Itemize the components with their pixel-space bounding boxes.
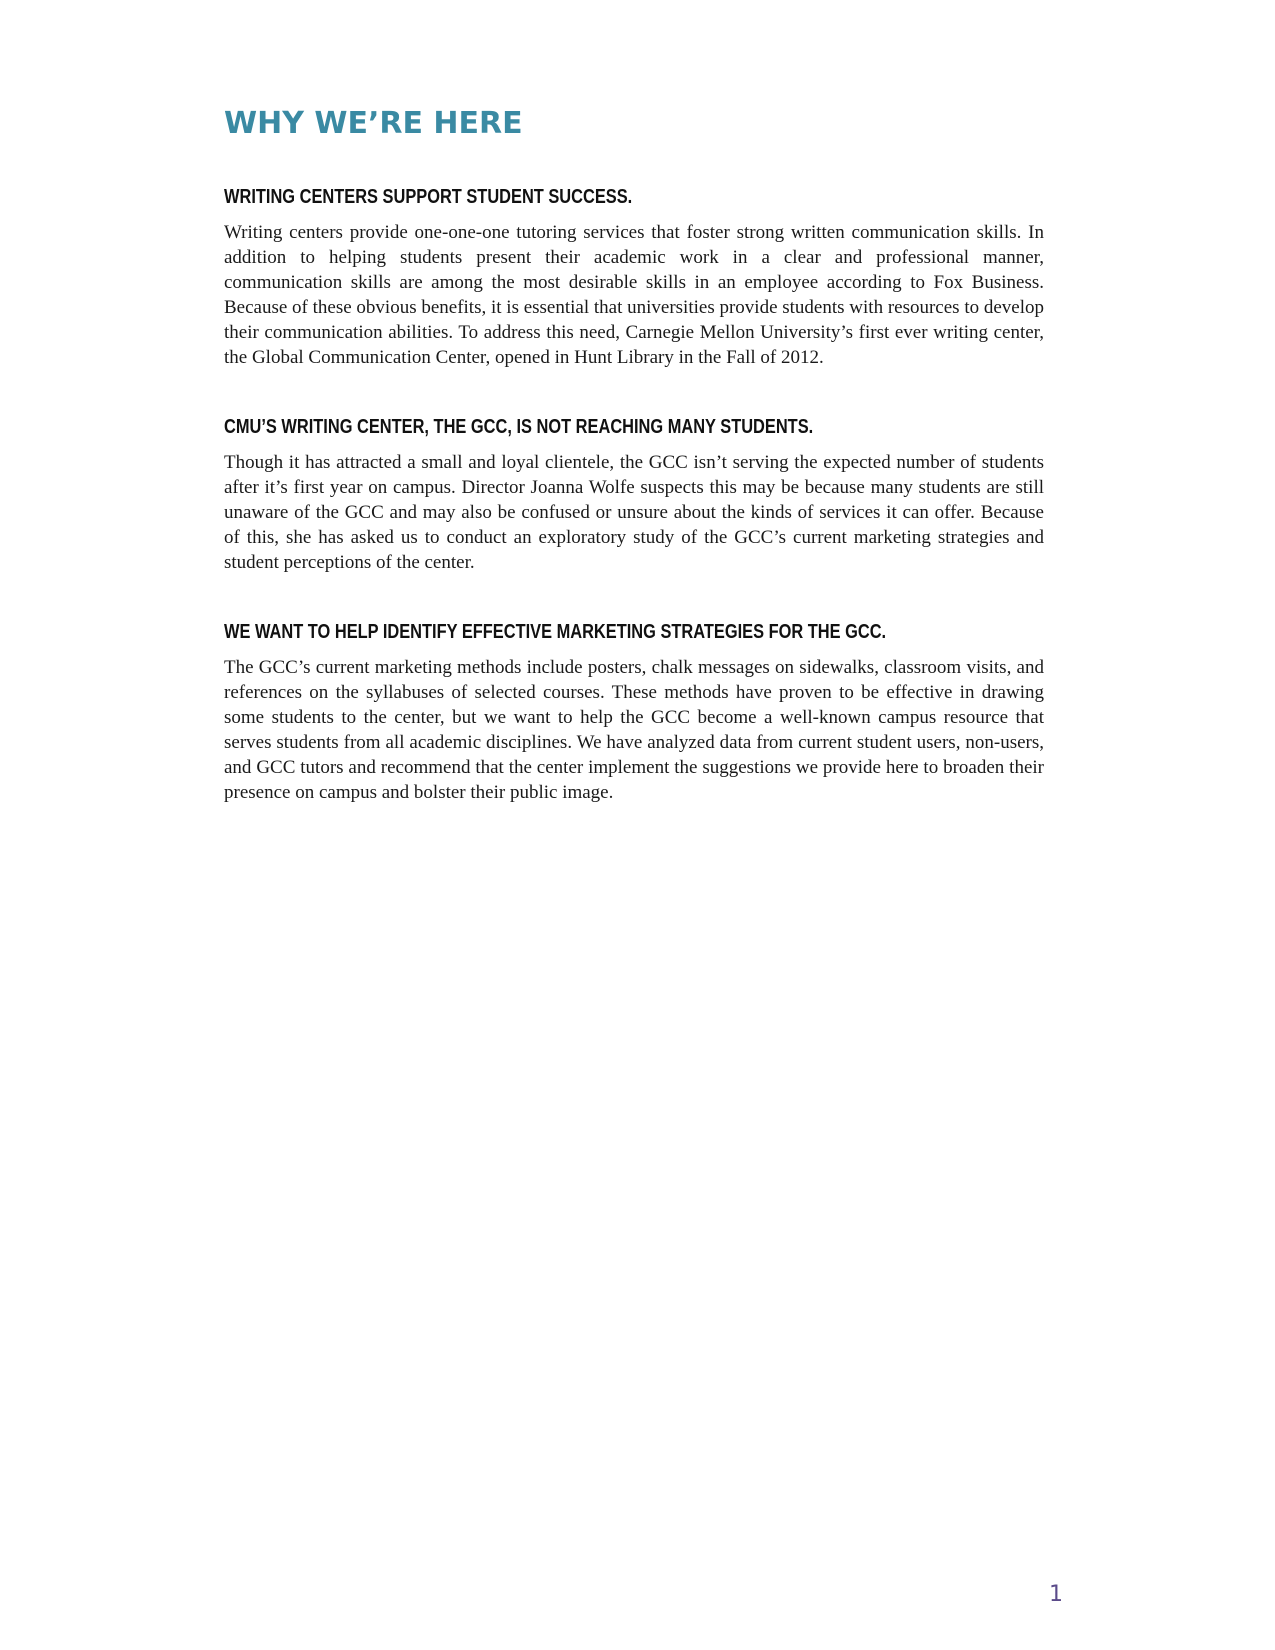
section-body: Though it has attracted a small and loyal clientele, the GCC isn’t serving the expected number of students after it’s first year on campus. Director Joanna Wolfe suspects this may be because many students are still unaware of the GCC and may also be confused or unsure about the kinds of services it can offer. Because of this, she has asked us to conduct an exploratory study of the GCC’s current marketing strategies and student perceptions of the center.: [224, 452, 1044, 573]
section-heading: WRITING CENTERS SUPPORT STUDENT SUCCESS.: [224, 186, 633, 208]
section-writing-centers: [224, 184, 1044, 370]
section-gcc-reach: [224, 414, 1044, 575]
section-body: The GCC’s current marketing methods include posters, chalk messages on sidewalks, classroom visits, and references on the syllabuses of selected courses. These methods have proven to be effective in drawing some students to the center, but we want to help the GCC become a well-known campus resource that serves students from all academic disciplines. We have analyzed data from current student users, non-users, and GCC tutors and recommend that the center implement the suggestions we provide here to broaden their presence on campus and bolster their public image.: [224, 657, 1044, 803]
page-content: [224, 104, 1044, 805]
section-body: Writing centers provide one-one-one tutoring services that foster strong written communication skills. In addition to helping students present their academic work in a clear and professional manner, communication skills are among the most desirable skills in an employee according to Fox Business. Because of these obvious benefits, it is essential that universities provide students with resources to develop their communication abilities. To address this need, Carnegie Mellon University’s first ever writing center, the Global Communication Center, opened in Hunt Library in the Fall of 2012.: [224, 222, 1044, 368]
page-title: WHY WE’RE HERE: [224, 106, 523, 141]
section-marketing-strategies: [224, 619, 1044, 805]
section-heading: WE WANT TO HELP IDENTIFY EFFECTIVE MARKETING STRATEGIES FOR THE GCC.: [224, 621, 887, 643]
section-heading: CMU’S WRITING CENTER, THE GCC, IS NOT REACHING MANY STUDENTS.: [224, 416, 814, 438]
page-number: 1: [1049, 1582, 1063, 1607]
